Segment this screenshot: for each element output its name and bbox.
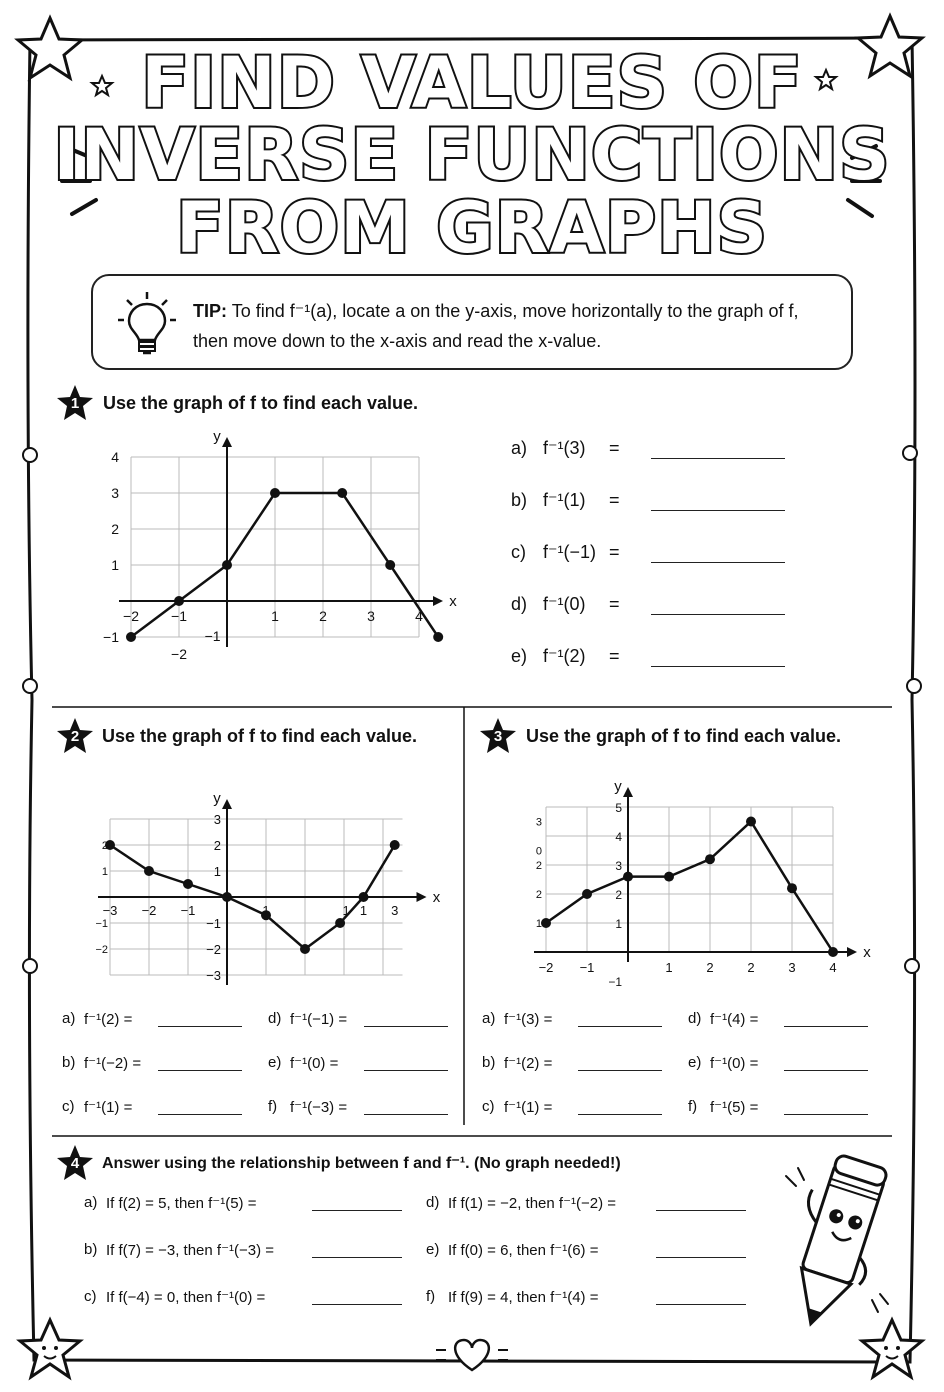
answer-blank[interactable] (656, 1304, 746, 1305)
border-circle (23, 679, 37, 693)
question-expression: f⁻¹(3) = (504, 1011, 553, 1028)
answer-blank[interactable] (656, 1210, 746, 1211)
question-expression: f⁻¹(−1) = (290, 1011, 348, 1028)
data-point (705, 854, 715, 864)
question-label: d) (268, 1010, 282, 1027)
question-expression: f⁻¹(1) (543, 490, 586, 510)
tip-box (91, 274, 853, 370)
star-icon (20, 1320, 80, 1377)
section-heading: Use the graph of f to find each value. (526, 726, 842, 746)
y-tick-label: −1 (103, 629, 119, 645)
border-circle (905, 959, 919, 973)
y-tick-label: 3 (535, 816, 542, 829)
question-label: c) (84, 1288, 97, 1305)
y-axis-label: y (213, 428, 221, 445)
data-point (623, 872, 633, 882)
data-point (385, 560, 395, 570)
data-point (126, 632, 136, 642)
y-axis-arrow (222, 799, 232, 809)
y-tick-label: 3 (615, 859, 622, 873)
data-point (270, 488, 280, 498)
y-tick-label: −3 (206, 968, 221, 983)
section-heading: Use the graph of f to find each value. (103, 393, 419, 413)
question-expression: f⁻¹(2) = (504, 1055, 553, 1072)
answer-blank[interactable] (312, 1257, 402, 1258)
data-point (222, 560, 232, 570)
question-label: b) (84, 1241, 98, 1258)
question-label: b) (482, 1054, 496, 1071)
question-equals: = (609, 542, 620, 562)
question-label: e) (511, 646, 528, 666)
x-tick-label: −2 (141, 903, 157, 918)
y-tick-label: 5 (615, 801, 622, 815)
x-axis-arrow (417, 892, 427, 902)
border-circle (23, 448, 37, 462)
x-tick-label: −3 (102, 903, 118, 918)
y-tick-label: −1 (206, 916, 221, 931)
x-tick-label: −2 (538, 960, 554, 975)
x-tick-label: 3 (788, 960, 796, 975)
question-expression: f⁻¹(1) = (84, 1099, 133, 1116)
y-tick-label: −1 (95, 918, 108, 930)
question-label: e) (268, 1054, 282, 1071)
question-text: If f(9) = 4, then f⁻¹(4) = (448, 1289, 599, 1306)
page-title-line3: FROM GRAPHS (175, 187, 769, 269)
section-number: 2 (70, 728, 80, 745)
data-point (828, 947, 838, 957)
question-label: f) (688, 1098, 698, 1115)
question-equals: = (609, 490, 620, 510)
y-axis-arrow (222, 437, 232, 447)
data-point (390, 840, 400, 850)
question-expression: f⁻¹(−1) (543, 542, 597, 562)
question-equals: = (609, 438, 620, 458)
question-text: If f(−4) = 0, then f⁻¹(0) = (106, 1289, 266, 1306)
data-point (222, 892, 232, 902)
question-expression: f⁻¹(0) = (290, 1055, 339, 1072)
data-point (144, 866, 154, 876)
question-label: d) (688, 1010, 702, 1027)
data-point (335, 918, 345, 928)
lightbulb-icon (115, 290, 179, 360)
y-tick-label: −1 (204, 628, 221, 644)
data-point (582, 889, 592, 899)
data-point (433, 632, 443, 642)
question-expression: f⁻¹(1) = (504, 1099, 553, 1116)
x-tick-label: 1 (359, 903, 368, 918)
y-axis-label: y (213, 790, 221, 807)
answer-blank[interactable] (651, 666, 785, 667)
question-text: If f(7) = −3, then f⁻¹(−3) = (106, 1242, 274, 1259)
heart-icon (436, 1340, 508, 1370)
section-heading: Use the graph of f to find each value. (102, 726, 418, 746)
question-label: b) (62, 1054, 76, 1071)
graph-section-3 (495, 755, 880, 995)
y-tick-label: 3 (111, 485, 119, 501)
page-title-line2: INVERSE FUNCTIONS (53, 114, 891, 196)
answer-blank[interactable] (158, 1114, 242, 1115)
y-tick-label: 1 (111, 557, 119, 573)
question-text: If f(2) = 5, then f⁻¹(5) = (106, 1195, 257, 1212)
section-number: 3 (493, 728, 503, 745)
question-label: e) (688, 1054, 702, 1071)
x-tick-label: 2 (747, 960, 755, 975)
y-tick-label: 4 (111, 449, 119, 465)
answer-blank[interactable] (578, 1114, 662, 1115)
x-tick-label: 1 (342, 903, 350, 918)
border-circle (23, 959, 37, 973)
question-label: f) (268, 1098, 278, 1115)
question-label: d) (426, 1194, 440, 1211)
x-tick-label: 1 (271, 608, 279, 624)
x-axis-label: x (432, 889, 441, 906)
y-tick-label: −1 (608, 975, 622, 989)
x-tick-label: −1 (180, 903, 196, 918)
data-point (541, 918, 551, 928)
pencil-mascot-icon (772, 1149, 898, 1335)
question-label: a) (62, 1010, 76, 1027)
x-tick-label: 3 (391, 903, 399, 918)
x-tick-label: 4 (829, 960, 837, 975)
answer-blank[interactable] (651, 614, 785, 615)
x-tick-label: −1 (171, 608, 187, 624)
y-tick-label: 3 (213, 812, 221, 827)
star-icon (862, 1320, 922, 1377)
tip-label: TIP: (193, 301, 227, 321)
tip-text (193, 296, 833, 356)
question-expression: f⁻¹(2) = (84, 1011, 133, 1028)
data-point (183, 879, 193, 889)
question-expression: f⁻¹(0) = (710, 1055, 759, 1072)
y-axis-arrow (623, 787, 633, 797)
question-expression: f⁻¹(3) (543, 438, 586, 458)
x-tick-label: 3 (367, 608, 375, 624)
y-tick-label: 2 (535, 860, 542, 872)
answer-blank[interactable] (158, 1026, 242, 1027)
answer-blank[interactable] (651, 458, 785, 459)
question-equals: = (609, 594, 620, 614)
data-point (787, 883, 797, 893)
answer-blank[interactable] (158, 1070, 242, 1071)
answer-blank[interactable] (364, 1026, 448, 1027)
page-title-line1: FIND VALUES OF (141, 42, 803, 124)
question-label: c) (482, 1098, 495, 1115)
y-tick-label: 1 (213, 864, 221, 879)
question-label: a) (482, 1010, 496, 1027)
y-tick-label: 0 (535, 845, 542, 858)
y-tick-label: 2 (213, 838, 221, 853)
graph-section-2 (70, 755, 450, 995)
border-circle (903, 446, 917, 460)
x-axis-label: x (449, 593, 457, 610)
y-tick-label: 1 (535, 918, 542, 930)
y-tick-label: 2 (615, 888, 622, 902)
data-point (337, 488, 347, 498)
question-label: a) (511, 438, 528, 458)
question-expression: f⁻¹(2) (543, 646, 586, 666)
answer-blank[interactable] (364, 1070, 448, 1071)
answer-blank[interactable] (651, 562, 785, 563)
question-label: d) (511, 594, 528, 614)
y-tick-label: −2 (95, 944, 108, 956)
x-tick-label: −2 (171, 646, 187, 662)
y-tick-label: 1 (101, 866, 108, 878)
y-tick-label: 2 (111, 521, 119, 537)
answer-blank[interactable] (651, 510, 785, 511)
question-label: b) (511, 490, 528, 510)
answer-blank[interactable] (578, 1026, 662, 1027)
answer-blank[interactable] (656, 1257, 746, 1258)
data-point (174, 596, 184, 606)
x-tick-label: −1 (579, 960, 595, 975)
answer-blank[interactable] (784, 1114, 868, 1115)
question-expression: f⁻¹(0) (543, 594, 586, 614)
x-axis-arrow (847, 947, 857, 957)
answer-blank[interactable] (364, 1114, 448, 1115)
answer-blank[interactable] (578, 1070, 662, 1071)
question-text: If f(0) = 6, then f⁻¹(6) = (448, 1242, 599, 1259)
data-point (359, 892, 369, 902)
graph-section-1 (80, 420, 480, 680)
section-heading: Answer using the relationship between f and f⁻¹. (No graph needed!) (102, 1155, 621, 1172)
answer-blank[interactable] (784, 1070, 868, 1071)
answer-blank[interactable] (784, 1026, 868, 1027)
question-label: f) (426, 1288, 436, 1305)
question-expression: f⁻¹(4) = (710, 1011, 759, 1028)
question-label: e) (426, 1241, 440, 1258)
x-axis-arrow (433, 596, 443, 606)
y-tick-label: 1 (615, 917, 622, 931)
section-number: 4 (70, 1155, 80, 1172)
x-tick-label: 2 (319, 608, 327, 624)
question-label: c) (62, 1098, 75, 1115)
data-point (300, 944, 310, 954)
x-tick-label: 1 (665, 960, 673, 975)
answer-blank[interactable] (312, 1210, 402, 1211)
question-label: c) (511, 542, 526, 562)
data-point (664, 872, 674, 882)
section-number: 1 (70, 395, 80, 412)
answer-blank[interactable] (312, 1304, 402, 1305)
data-point (746, 817, 756, 827)
question-equals: = (609, 646, 620, 666)
x-tick-label: 2 (706, 960, 714, 975)
x-tick-label: −2 (123, 608, 139, 624)
x-tick-label: 1 (262, 903, 270, 918)
question-expression: f⁻¹(5) = (710, 1099, 759, 1116)
x-axis-label: x (863, 944, 871, 961)
y-tick-label: 2 (101, 840, 108, 852)
y-tick-label: 2 (535, 889, 542, 901)
x-tick-label: 4 (415, 608, 423, 624)
question-text: If f(1) = −2, then f⁻¹(−2) = (448, 1195, 616, 1212)
question-expression: f⁻¹(−2) = (84, 1055, 142, 1072)
y-tick-label: −2 (206, 942, 221, 957)
border-circle (907, 679, 921, 693)
question-label: a) (84, 1194, 98, 1211)
y-tick-label: 4 (615, 830, 622, 844)
y-axis-label: y (614, 778, 622, 795)
question-expression: f⁻¹(−3) = (290, 1099, 348, 1116)
tip-body: To find f⁻¹(a), locate a on the y-axis, move horizontally to the graph of f, then move down to the x-axis and read the x-value. (193, 301, 799, 351)
